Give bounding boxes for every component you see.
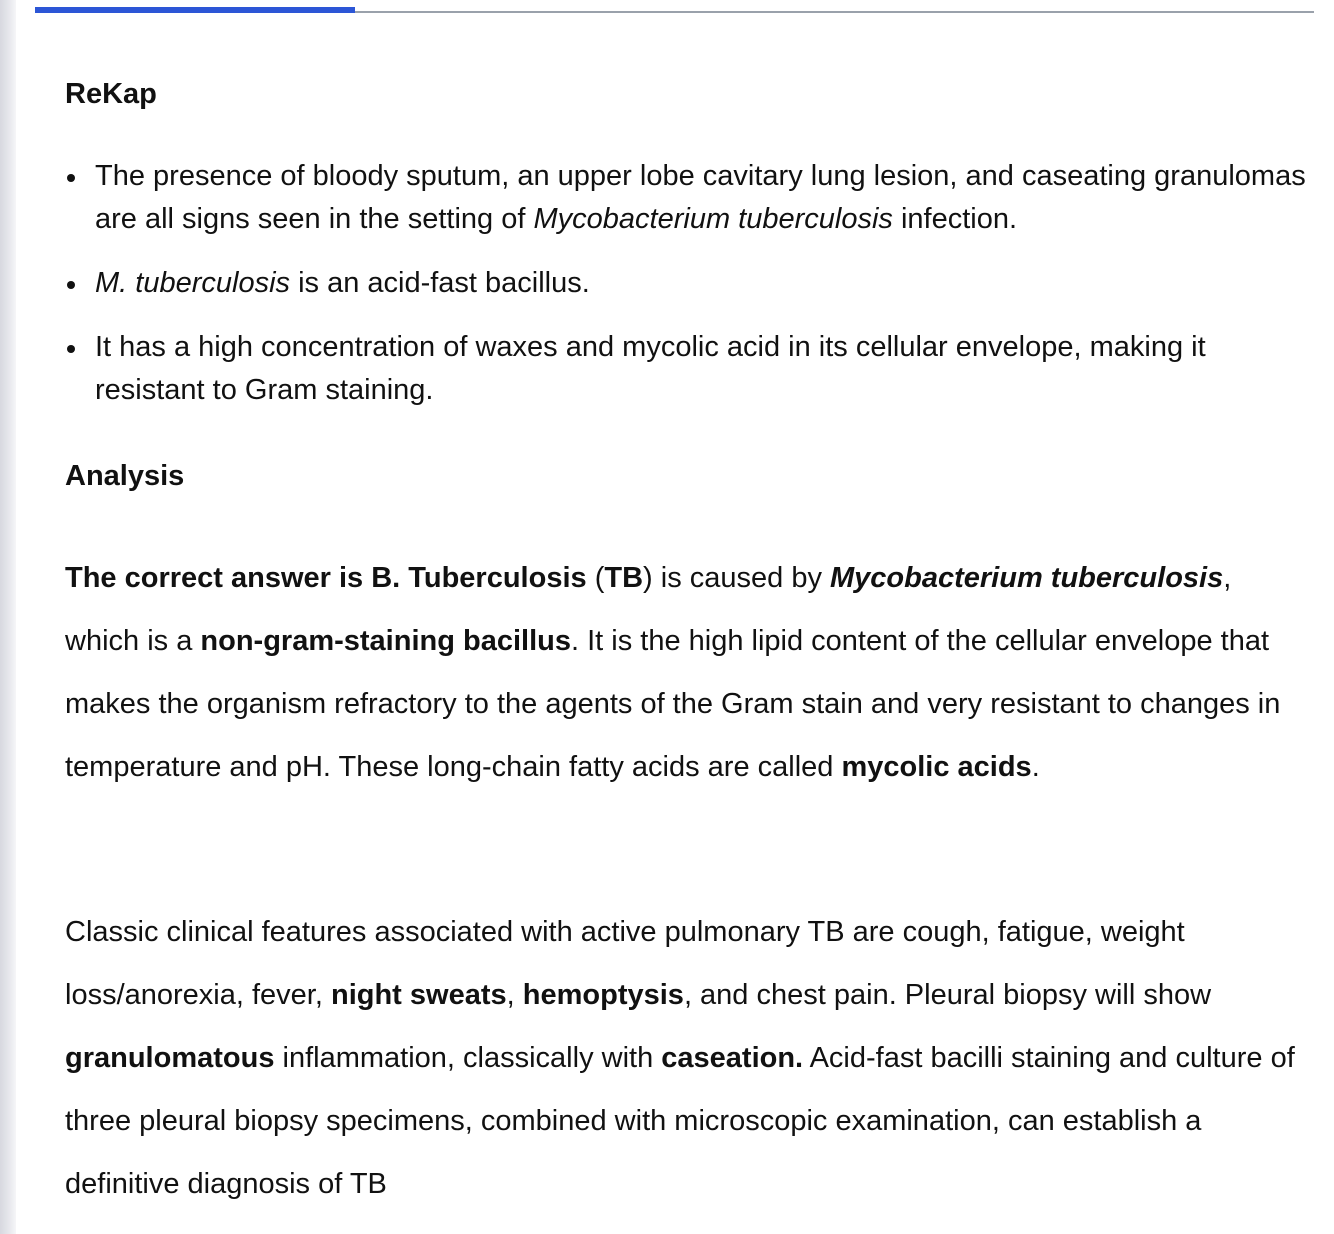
answer-text-1: ( <box>586 562 605 594</box>
rekap-item-1 <box>65 155 1310 241</box>
rekap-item-2-text: is an acid-fast bacillus. <box>290 267 590 299</box>
answer-text-4: . It is the high lipid content of the cellular envelope that makes the organism refractory to the agents of the Gram stain and very resistant to changes in temperature and pH. These long-chain fatty acids are called <box>65 625 1281 783</box>
non-gram-staining-term: non-gram-staining bacillus <box>200 625 571 657</box>
rekap-item-3 <box>65 326 1310 412</box>
clinical-text-4: inflammation, classically with <box>274 1042 662 1074</box>
clinical-text-1: Classic clinical features associated with active pulmonary TB are cough, fatigue, weight loss/anorexia, fever, <box>65 916 1185 1011</box>
clinical-text-5: Acid-fast bacilli staining and culture of three pleural biopsy specimens, combined with microscopic examination, can establish a definitive diagnosis of TB <box>65 1042 1295 1200</box>
rekap-item-3-text: It has a high concentration of waxes and mycolic acid in its cellular envelope, making it resistant to Gram staining. <box>95 331 1206 406</box>
correct-answer-statement: The correct answer is B. Tuberculosis <box>65 562 587 594</box>
clinical-features-paragraph <box>65 901 1305 1216</box>
rekap-item-2-organism: M. tuberculosis <box>95 267 291 299</box>
progress-bar-fill <box>35 7 355 13</box>
granulomatous-term: granulomatous <box>65 1042 275 1074</box>
rekap-item-1-text: The presence of bloody sputum, an upper lobe cavitary lung lesion, and caseating granulomas are all signs seen in the setting of <box>95 160 1306 235</box>
answer-text-2: ) is caused by <box>643 562 831 594</box>
organism-name <box>830 562 1223 594</box>
rekap-heading: ReKap <box>65 78 157 110</box>
hemoptysis-term: hemoptysis <box>522 979 684 1011</box>
analysis-heading: Analysis <box>65 460 185 492</box>
answer-paragraph <box>65 547 1305 799</box>
rekap-item-2 <box>65 262 1310 305</box>
answer-text-5: . <box>1031 751 1040 783</box>
night-sweats-term: night sweats <box>330 979 507 1011</box>
clinical-text-2: , <box>506 979 523 1011</box>
mycolic-acids-term: mycolic acids <box>841 751 1032 783</box>
clinical-text-3: , and chest pain. Pleural biopsy will show <box>683 979 1212 1011</box>
rekap-item-1-text-end: infection. <box>892 203 1018 235</box>
answer-text-3: , which is a <box>65 562 1232 657</box>
rekap-list <box>65 155 1310 433</box>
organism-name-text: Mycobacterium tuberculosis <box>830 562 1224 594</box>
caseation-term: caseation. <box>661 1042 804 1074</box>
left-panel-edge <box>0 0 16 1234</box>
rekap-item-1-organism: Mycobacterium tuberculosis <box>533 203 893 235</box>
tb-abbreviation: TB <box>604 562 644 594</box>
